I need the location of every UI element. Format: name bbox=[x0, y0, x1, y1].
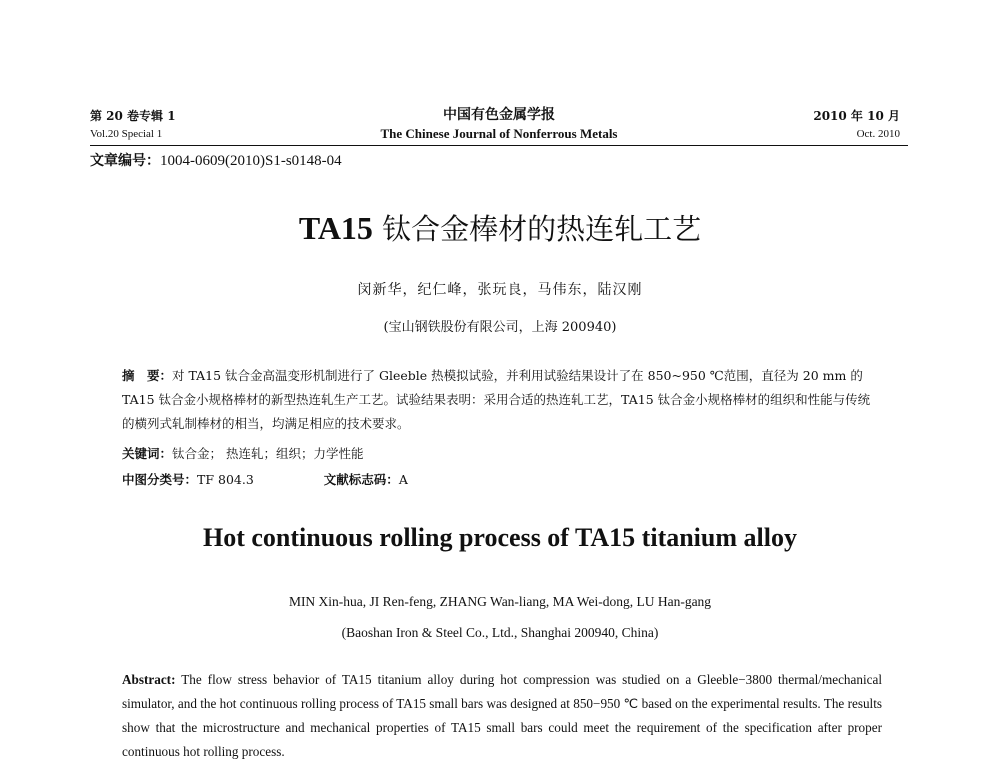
journal-name-en: The Chinese Journal of Nonferrous Metals bbox=[380, 126, 618, 141]
title-en: Hot continuous rolling process of TA15 titanium alloy bbox=[203, 523, 797, 552]
date-en: Oct. 2010 bbox=[856, 128, 900, 140]
article-number-label: 文章编号： bbox=[90, 153, 160, 169]
keywords-cn-label: 关键词： bbox=[122, 446, 173, 461]
journal-header bbox=[90, 107, 908, 146]
affiliation-cn: (宝山钢铁股份有限公司，上海 200940) bbox=[383, 320, 617, 335]
doc-code-value: A bbox=[398, 472, 408, 487]
date-cn: 2010 年 10 月 bbox=[813, 109, 900, 123]
authors-en: MIN Xin-hua, JI Ren-feng, ZHANG Wan-liang, MA Wei-dong, LU Han-gang bbox=[288, 594, 712, 609]
abstract-cn-text: 对 TA15 钛合金高温变形机制进行了 Gleeble 热模拟试验，并利用试验结果设计了在 850~950 ℃范围，直径为 20 mm 的 TA15 钛合金小规格棒材的新型热连轧生产工艺。试验结果表明：采用合适的热连轧工艺，TA15 钛合金小规格棒材的组织和性能与传统的横列式轧制棒材的相当，均满足相应的技术要求。 bbox=[122, 368, 871, 431]
abstract-cn bbox=[122, 364, 882, 436]
journal-name-cn: 中国有色金属学报 bbox=[443, 107, 555, 123]
title-cn-prefix: TA15 bbox=[298, 210, 373, 246]
abstract-en bbox=[122, 668, 882, 764]
abstract-en-label: Abstract: bbox=[122, 672, 176, 687]
abstract-en-text: The flow stress behavior of TA15 titanium alloy during hot compression was studied on a Gleeble−3800 thermal/mechanical simulator, and the hot continuous rolling process of TA15 small bars was designed at 850−950 ℃ based on the experimental results. The results show that the microstructure and mechanical properties of TA15 small bars could meet the requirement of the specification after proper continuous hot rolling process. bbox=[122, 672, 882, 759]
abstract-cn-label: 摘 要： bbox=[122, 368, 173, 383]
volume-cn: 第 20 卷专辑 1 bbox=[90, 109, 176, 123]
volume-en: Vol.20 Special 1 bbox=[90, 128, 163, 140]
keywords-cn-text: 钛合金； 热连轧；组织；力学性能 bbox=[172, 446, 364, 461]
clc-value: TF 804.3 bbox=[197, 472, 254, 487]
affiliation-en: (Baoshan Iron & Steel Co., Ltd., Shanghai 200940, China) bbox=[341, 625, 659, 640]
clc-label: 中图分类号： bbox=[122, 472, 198, 487]
title-cn bbox=[0, 207, 1000, 248]
classification bbox=[122, 470, 408, 488]
doc-code-label: 文献标志码： bbox=[323, 472, 399, 487]
authors-cn: 闵新华，纪仁峰，张玩良，马伟东，陆汉刚 bbox=[357, 282, 643, 298]
title-cn-rest: 钛合金棒材的热连轧工艺 bbox=[372, 212, 702, 246]
article-number bbox=[90, 150, 342, 170]
keywords-cn bbox=[122, 444, 364, 462]
article-number-value: 1004-0609(2010)S1-s0148-04 bbox=[160, 153, 342, 169]
